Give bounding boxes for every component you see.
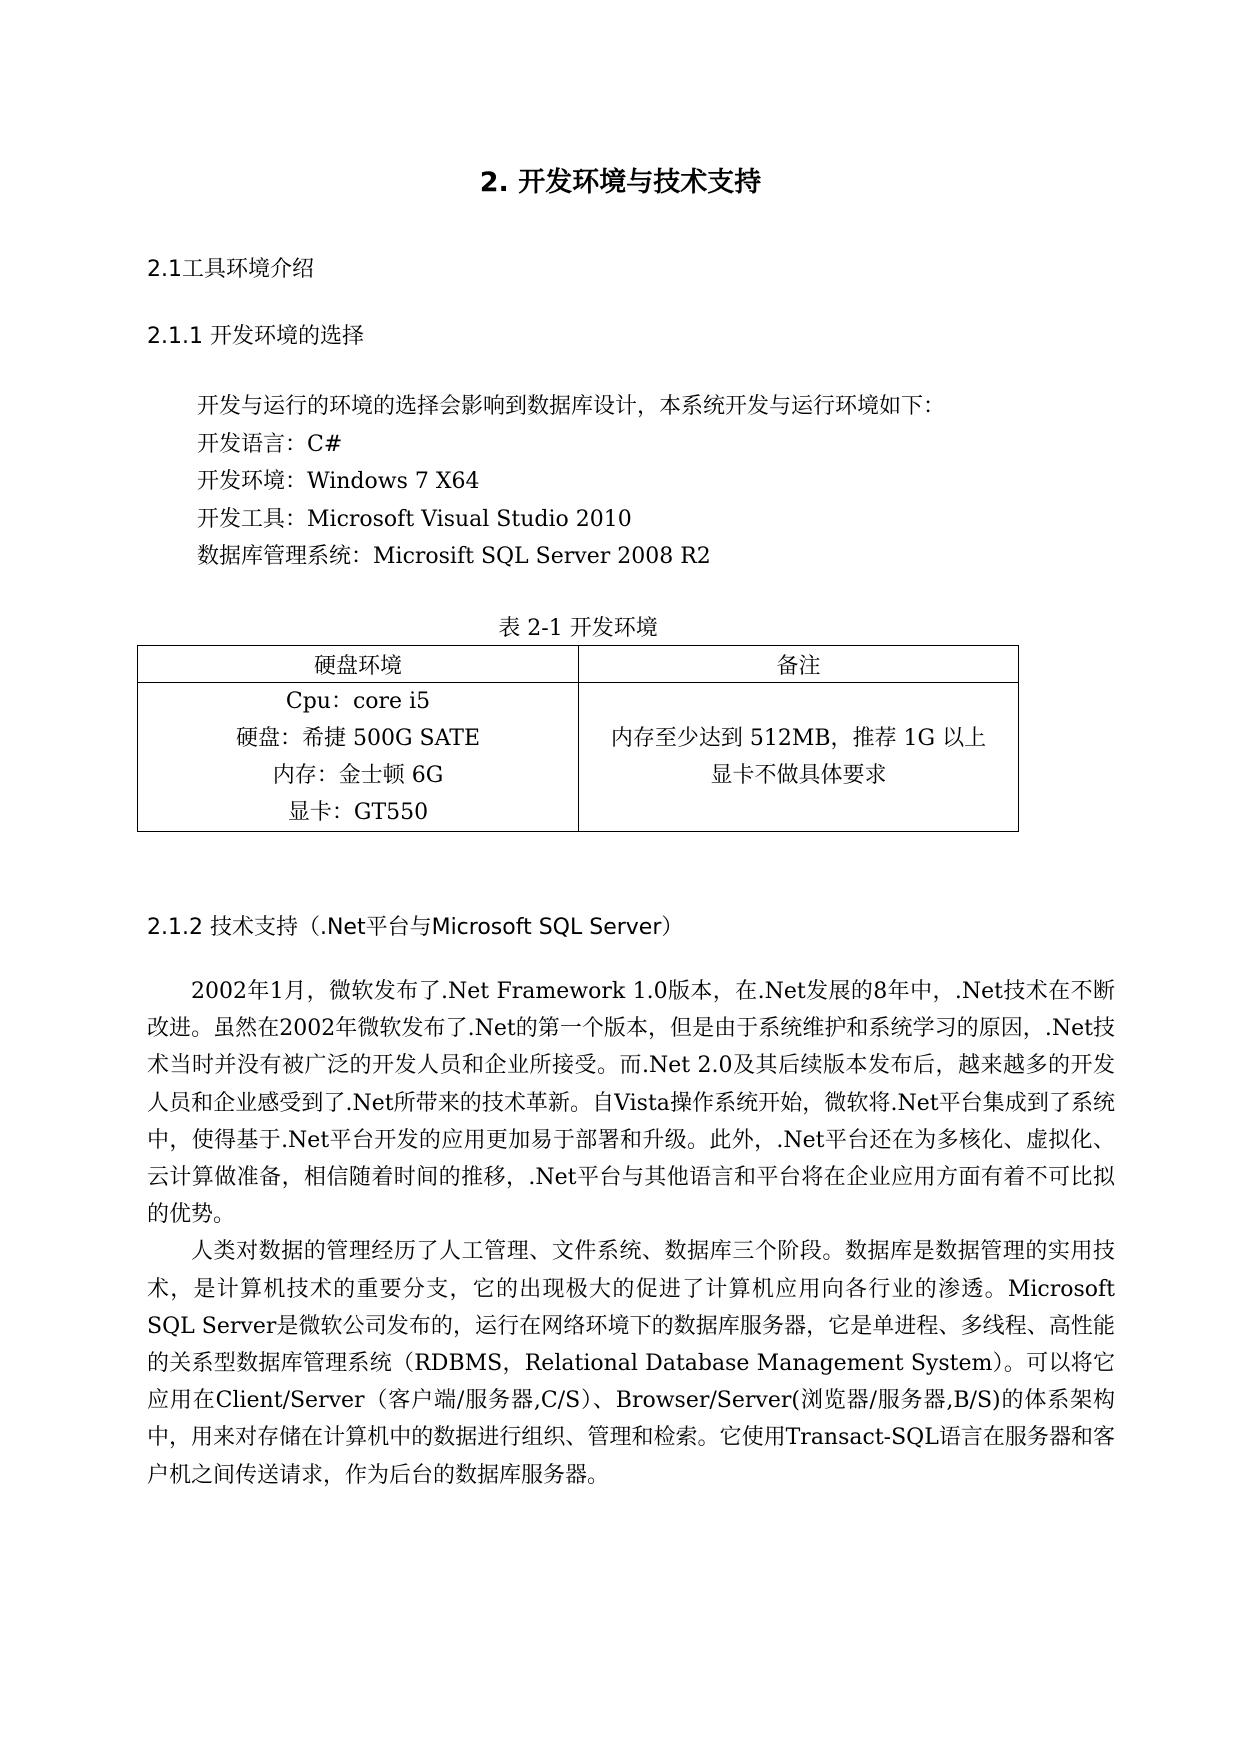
section-heading-2-1: 2.1工具环境介绍 [147, 257, 314, 282]
paragraph: 2002年1月，微软发布了.Net Framework 1.0版本，在.Net发展的8年中，.Net技术在不断改进。虽然在2002年微软发布了.Net的第一个版本，但是由于系统维护和系统学习的原因，.Net技术当时并没有被广泛的开发人员和企业所接受。而.Net 2.0及其后续版本发布后，越来越多的开发人员和企业感受到了.Net所带来的技术革新。自Vista操作系统开始，微软将.Net平台集成到了系统中，使得基于.Net平台开发的应用更加易于部署和升级。此外，.Net平台还在为多核化、虚拟化、云计算做准备，相信随着时间的推移，.Net平台与其他语言和平台将在企业应用方面有着不可比拟的优势。 [147, 979, 1115, 1228]
hardware-disk: 硬盘：希捷 500G SATE [235, 726, 481, 751]
environment-table [137, 645, 1019, 832]
hardware-cpu: Cpu：core i5 [285, 689, 431, 714]
hardware-memory: 内存：金士顿 6G [272, 763, 444, 788]
environment-intro: 开发与运行的环境的选择会影响到数据库设计，本系统开发与运行环境如下： [197, 394, 946, 419]
notes-cell [579, 683, 1019, 832]
environment-os: 开发环境：Windows 7 X64 [197, 469, 480, 494]
hardware-gpu: 显卡：GT550 [287, 800, 429, 825]
paragraph: 人类对数据的管理经历了人工管理、文件系统、数据库三个阶段。数据库是数据管理的实用技术，是计算机技术的重要分支，它的出现极大的促进了计算机应用向各行业的渗透。Microsoft SQL Server是微软公司发布的，运行在网络环境下的数据库服务器，它是单进程、多线程、高性能的关系型数据库管理系统（RDBMS，Relational Database Management System）。可以将它应用在Client/Server（客户端/服务器,C/S）、Browser/Server(浏览器/服务器,B/S)的体系架构中，用来对存储在计算机中的数据进行组织、管理和检索。它使用Transact-SQL语言在服务器和客户机之间传送请求，作为后台的数据库服务器。 [147, 1239, 1115, 1488]
table-header-hardware: 硬盘环境 [138, 646, 579, 683]
table-header-row [138, 646, 1019, 683]
table-caption: 表 2-1 开发环境 [498, 616, 658, 641]
section-heading-2-1-1: 2.1.1 开发环境的选择 [147, 324, 364, 349]
note-gpu: 显卡不做具体要求 [710, 763, 887, 788]
environment-dbms: 数据库管理系统：Microsift SQL Server 2008 R2 [197, 544, 711, 569]
environment-language: 开发语言：C# [197, 431, 343, 457]
table-header-notes: 备注 [579, 646, 1019, 683]
section-heading-2-1-2: 2.1.2 技术支持（.Net平台与Microsoft SQL Server） [147, 915, 684, 940]
environment-list [197, 388, 945, 576]
body-text [147, 973, 1115, 1494]
table-row [138, 683, 1019, 832]
chapter-title: 2. 开发环境与技术支持 [479, 167, 762, 198]
environment-tool: 开发工具：Microsoft Visual Studio 2010 [197, 506, 632, 532]
hardware-cell [138, 683, 579, 832]
note-memory: 内存至少达到 512MB，推荐 1G 以上 [610, 726, 987, 751]
